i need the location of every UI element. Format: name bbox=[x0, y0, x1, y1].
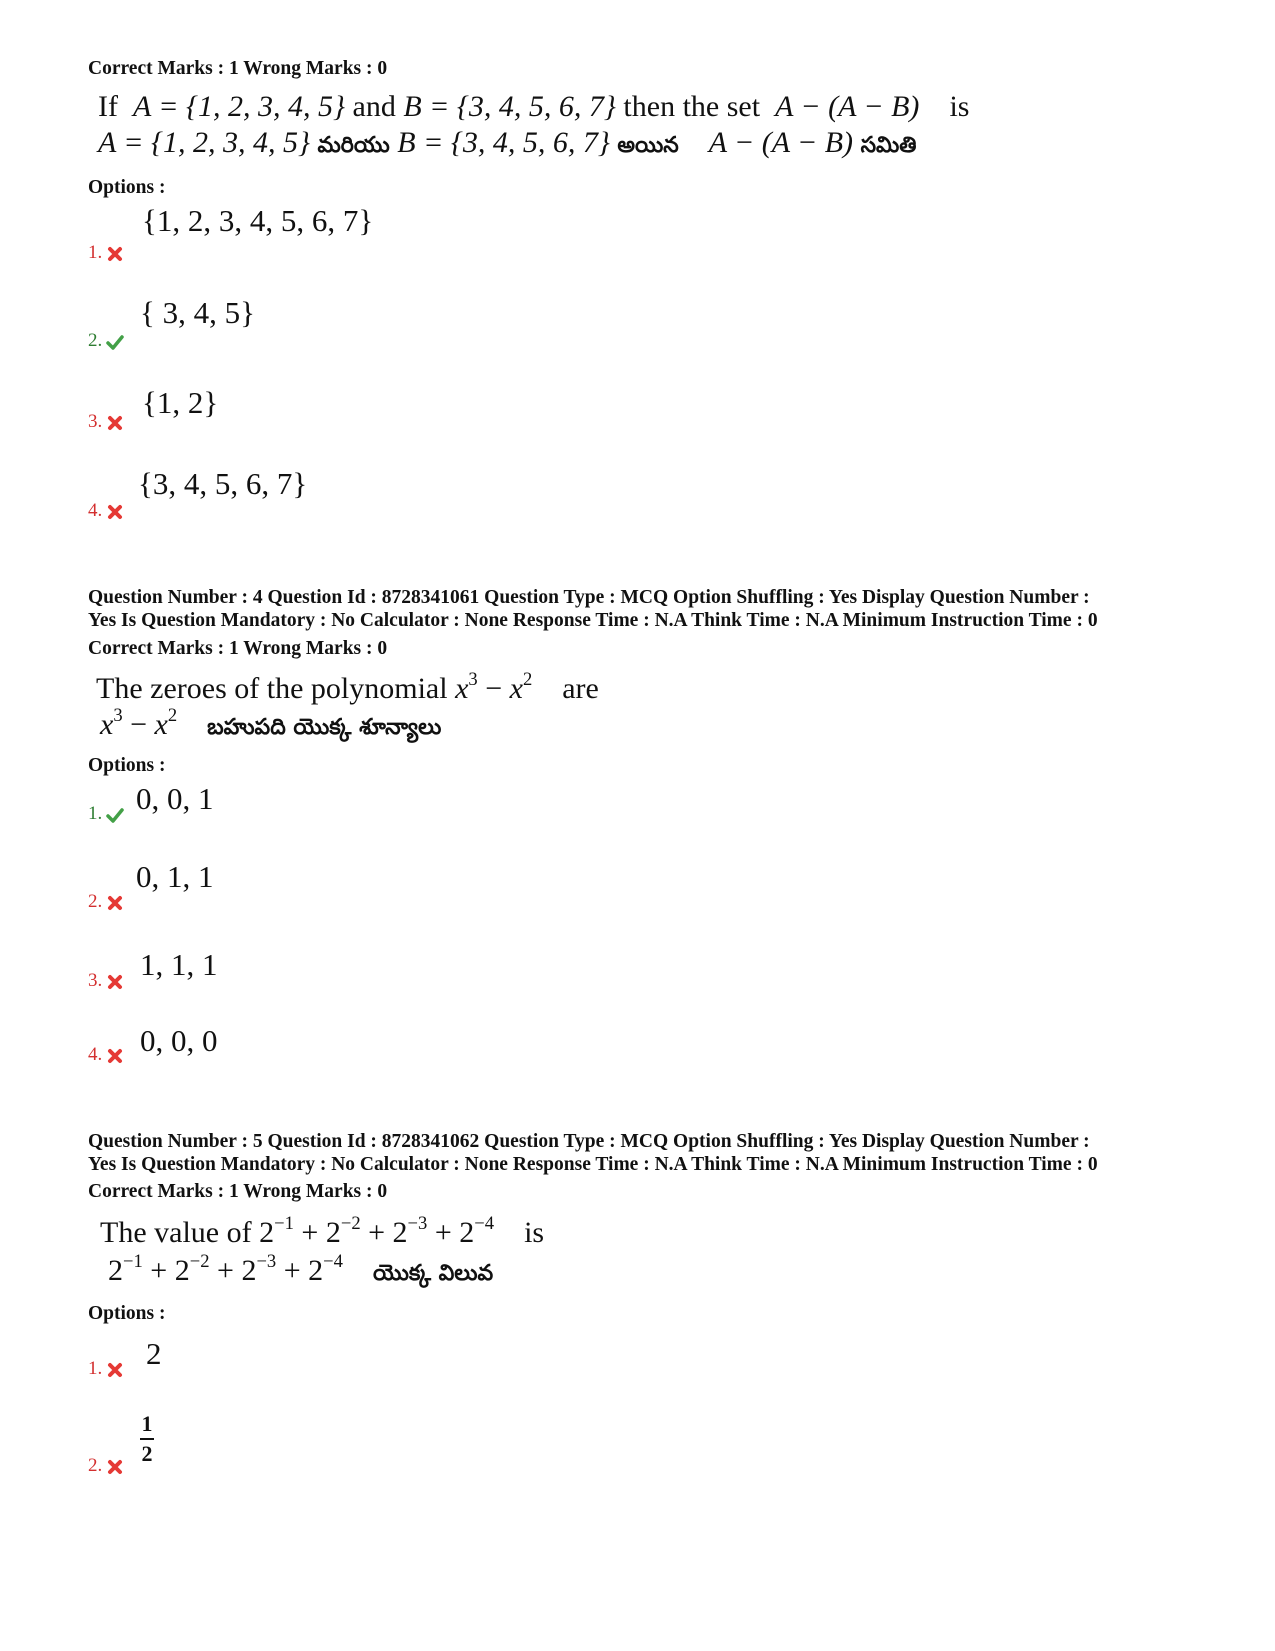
q5-exponent: −2 bbox=[340, 1212, 361, 1234]
q4-exponent: 3 bbox=[113, 704, 123, 726]
q5-exponent: −4 bbox=[323, 1250, 343, 1272]
q4-option-3-number bbox=[88, 970, 124, 992]
check-icon bbox=[106, 333, 124, 351]
q4-variable: x bbox=[100, 708, 114, 741]
q4-variable: x bbox=[455, 672, 469, 705]
q5-base: 2 bbox=[241, 1254, 257, 1287]
q5-option-1-number bbox=[88, 1358, 124, 1380]
q3-text: and bbox=[352, 90, 396, 123]
wrong-icon bbox=[106, 503, 124, 521]
q5-exponent: −3 bbox=[407, 1212, 428, 1234]
q5-option-1-value: 2 bbox=[146, 1336, 162, 1371]
q3-option-1-value: {1, 2, 3, 4, 5, 6, 7} bbox=[142, 203, 374, 238]
q3-text: then the set bbox=[623, 90, 761, 123]
option-number: 1. bbox=[88, 1358, 103, 1379]
q3-option-3-value: {1, 2} bbox=[142, 385, 219, 420]
q3-telugu-text: మరియు bbox=[317, 133, 390, 158]
option-number: 3. bbox=[88, 970, 103, 991]
option-number: 4. bbox=[88, 500, 103, 521]
q3-question-te bbox=[98, 124, 917, 165]
q5-marks: Correct Marks : 1 Wrong Marks : 0 bbox=[88, 1181, 388, 1202]
q3-option-4-value: {3, 4, 5, 6, 7} bbox=[138, 466, 308, 501]
q5-operator: + bbox=[301, 1216, 319, 1249]
q5-base: 2 bbox=[392, 1216, 408, 1249]
q4-options-label: Options : bbox=[88, 755, 166, 776]
q5-option-2-value bbox=[140, 1412, 154, 1466]
q5-option-2-number bbox=[88, 1455, 124, 1477]
q4-telugu-text: బహుపది యొక్క శూన్యాలు bbox=[207, 715, 442, 740]
q5-base: 2 bbox=[108, 1254, 123, 1287]
q4-exponent: 2 bbox=[167, 704, 178, 726]
q3-set-a: A = {1, 2, 3, 4, 5} bbox=[98, 126, 311, 159]
q4-question-te bbox=[100, 706, 441, 747]
q5-telugu-text: యొక్క విలువ bbox=[372, 1261, 494, 1286]
fraction-bar bbox=[140, 1438, 154, 1440]
q5-operator: + bbox=[283, 1254, 301, 1287]
q5-exponent: −4 bbox=[474, 1212, 495, 1234]
option-number: 2. bbox=[88, 891, 103, 912]
q5-exponent: −1 bbox=[274, 1212, 294, 1234]
wrong-icon bbox=[106, 245, 124, 263]
wrong-icon bbox=[106, 894, 124, 912]
option-number: 3. bbox=[88, 411, 103, 432]
q5-options-label: Options : bbox=[88, 1303, 166, 1324]
q3-question-en bbox=[98, 88, 969, 126]
option-number: 2. bbox=[88, 1455, 103, 1476]
fraction bbox=[140, 1412, 154, 1466]
q4-option-1-number bbox=[88, 803, 124, 825]
fraction-numerator: 1 bbox=[141, 1411, 153, 1436]
q4-exponent: 3 bbox=[468, 668, 478, 690]
option-number: 1. bbox=[88, 242, 103, 263]
wrong-icon bbox=[106, 1361, 124, 1379]
q3-option-2-number bbox=[88, 330, 124, 352]
q5-exponent: −3 bbox=[256, 1250, 277, 1272]
check-icon bbox=[106, 806, 124, 824]
q5-exponent: −2 bbox=[189, 1250, 210, 1272]
q5-operator: + bbox=[434, 1216, 452, 1249]
q5-question-en bbox=[100, 1214, 544, 1252]
wrong-icon bbox=[106, 973, 124, 991]
q3-telugu-text: అయిన bbox=[617, 133, 679, 158]
q4-operator: − bbox=[485, 672, 503, 705]
q5-header-line-1: Question Number : 5 Question Id : 8728341062 Question Type : MCQ Option Shuffling : Yes Display Question Number : bbox=[88, 1131, 1090, 1152]
wrong-icon bbox=[106, 1458, 124, 1476]
q5-base: 2 bbox=[308, 1254, 324, 1287]
q3-option-4-number bbox=[88, 500, 124, 522]
q4-marks: Correct Marks : 1 Wrong Marks : 0 bbox=[88, 638, 388, 659]
q3-expression: A − (A − B) bbox=[708, 126, 854, 159]
q5-base: 2 bbox=[459, 1216, 475, 1249]
q5-base: 2 bbox=[174, 1254, 190, 1287]
wrong-icon bbox=[106, 1047, 124, 1065]
q4-variable: x bbox=[154, 708, 168, 741]
q5-operator: + bbox=[150, 1254, 168, 1287]
q3-set-b: B = {3, 4, 5, 6, 7} bbox=[403, 90, 616, 123]
q5-exponent: −1 bbox=[123, 1250, 143, 1272]
fraction-denominator: 2 bbox=[141, 1441, 153, 1466]
option-number: 2. bbox=[88, 330, 103, 351]
q4-text: are bbox=[562, 672, 599, 705]
q4-operator: − bbox=[130, 708, 148, 741]
q3-options-label: Options : bbox=[88, 177, 166, 198]
q3-text: is bbox=[949, 90, 970, 123]
q3-option-3-number bbox=[88, 411, 124, 433]
q5-question-te bbox=[108, 1252, 493, 1293]
q4-header-line-1: Question Number : 4 Question Id : 8728341061 Question Type : MCQ Option Shuffling : Yes Display Question Number : bbox=[88, 587, 1090, 608]
q4-text: The zeroes of the polynomial bbox=[96, 672, 448, 705]
q5-operator: + bbox=[368, 1216, 386, 1249]
q4-header-line-2: Yes Is Question Mandatory : No Calculator : None Response Time : N.A Think Time : N.A Minimum Instruction Time : 0 bbox=[88, 610, 1098, 631]
q4-option-4-value: 0, 0, 0 bbox=[140, 1023, 218, 1058]
q5-text: The value of bbox=[100, 1216, 252, 1249]
q3-text: If bbox=[98, 90, 118, 123]
q3-option-2-value: { 3, 4, 5} bbox=[140, 295, 256, 330]
q4-exponent: 2 bbox=[522, 668, 533, 690]
q4-question-en bbox=[96, 670, 599, 708]
q5-header-line-2: Yes Is Question Mandatory : No Calculator : None Response Time : N.A Think Time : N.A Minimum Instruction Time : 0 bbox=[88, 1154, 1098, 1175]
q5-operator: + bbox=[217, 1254, 234, 1287]
q5-base: 2 bbox=[259, 1216, 275, 1249]
wrong-icon bbox=[106, 414, 124, 432]
q3-option-1-number bbox=[88, 242, 124, 264]
q5-text: is bbox=[524, 1216, 545, 1249]
q4-option-2-number bbox=[88, 891, 124, 913]
q4-option-4-number bbox=[88, 1044, 124, 1066]
q3-set-b: B = {3, 4, 5, 6, 7} bbox=[397, 126, 610, 159]
q4-variable: x bbox=[509, 672, 523, 705]
q4-option-3-value: 1, 1, 1 bbox=[140, 947, 218, 982]
q3-telugu-text: సమితి bbox=[860, 133, 917, 158]
q3-expression: A − (A − B) bbox=[775, 90, 920, 123]
q3-set-a: A = {1, 2, 3, 4, 5} bbox=[132, 90, 346, 123]
q4-option-1-value: 0, 0, 1 bbox=[136, 781, 214, 816]
q4-option-2-value: 0, 1, 1 bbox=[136, 859, 214, 894]
q5-base: 2 bbox=[325, 1216, 341, 1249]
option-number: 4. bbox=[88, 1044, 103, 1065]
q3-marks: Correct Marks : 1 Wrong Marks : 0 bbox=[88, 58, 388, 79]
option-number: 1. bbox=[88, 803, 103, 824]
